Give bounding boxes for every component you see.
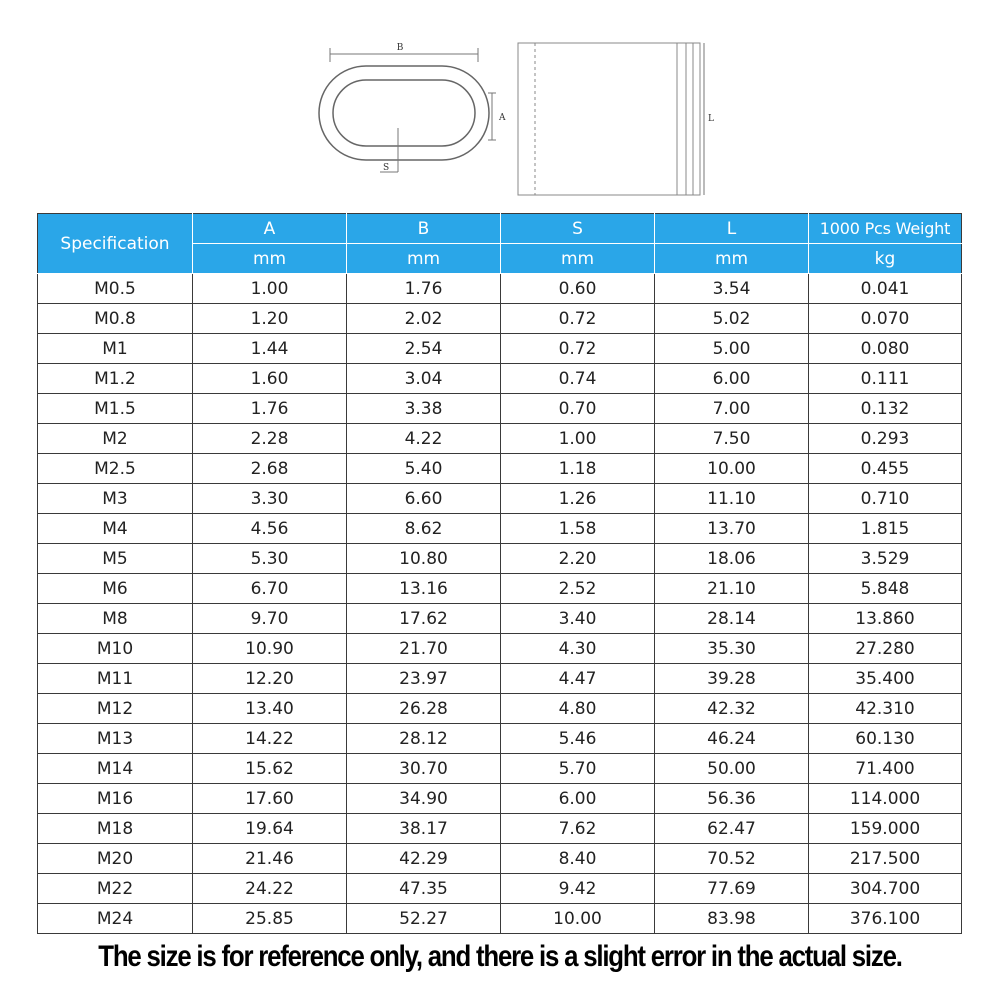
header-b: B xyxy=(347,214,501,244)
cell-s: 2.20 xyxy=(501,544,655,574)
cell-specification: M1 xyxy=(38,334,193,364)
cell-l: 62.47 xyxy=(655,814,809,844)
cell-a: 19.64 xyxy=(193,814,347,844)
cell-weight: 13.860 xyxy=(809,604,962,634)
cell-specification: M2 xyxy=(38,424,193,454)
cell-specification: M14 xyxy=(38,754,193,784)
table-row xyxy=(38,514,962,544)
cell-specification: M11 xyxy=(38,664,193,694)
table-body xyxy=(38,274,962,934)
cell-a: 4.56 xyxy=(193,514,347,544)
table-row xyxy=(38,334,962,364)
cell-l: 18.06 xyxy=(655,544,809,574)
unit-s: mm xyxy=(501,244,655,274)
table-row xyxy=(38,484,962,514)
table-row xyxy=(38,394,962,424)
cell-b: 5.40 xyxy=(347,454,501,484)
cell-b: 17.62 xyxy=(347,604,501,634)
cell-weight: 0.070 xyxy=(809,304,962,334)
cell-l: 11.10 xyxy=(655,484,809,514)
cell-l: 56.36 xyxy=(655,784,809,814)
cell-b: 38.17 xyxy=(347,814,501,844)
unit-weight: kg xyxy=(809,244,962,274)
cell-b: 30.70 xyxy=(347,754,501,784)
table-row xyxy=(38,664,962,694)
cell-weight: 0.132 xyxy=(809,394,962,424)
side-view-drawing xyxy=(518,43,700,195)
table-row xyxy=(38,274,962,304)
cell-weight: 3.529 xyxy=(809,544,962,574)
cell-specification: M20 xyxy=(38,844,193,874)
dimension-b xyxy=(330,48,478,62)
cell-s: 1.58 xyxy=(501,514,655,544)
cell-l: 3.54 xyxy=(655,274,809,304)
cell-s: 5.70 xyxy=(501,754,655,784)
cell-b: 42.29 xyxy=(347,844,501,874)
cell-a: 17.60 xyxy=(193,784,347,814)
cell-specification: M1.2 xyxy=(38,364,193,394)
cell-weight: 35.400 xyxy=(809,664,962,694)
cell-s: 0.72 xyxy=(501,304,655,334)
cell-b: 28.12 xyxy=(347,724,501,754)
cell-weight: 114.000 xyxy=(809,784,962,814)
cell-weight: 159.000 xyxy=(809,814,962,844)
cell-weight: 304.700 xyxy=(809,874,962,904)
cell-l: 7.50 xyxy=(655,424,809,454)
cell-l: 21.10 xyxy=(655,574,809,604)
specification-table xyxy=(37,213,962,934)
cell-b: 3.38 xyxy=(347,394,501,424)
cell-specification: M6 xyxy=(38,574,193,604)
cell-weight: 0.111 xyxy=(809,364,962,394)
label-s: S xyxy=(383,163,390,173)
cell-s: 9.42 xyxy=(501,874,655,904)
cell-s: 1.00 xyxy=(501,424,655,454)
cell-specification: M24 xyxy=(38,904,193,934)
label-b: B xyxy=(396,43,404,53)
header-s: S xyxy=(501,214,655,244)
cell-l: 13.70 xyxy=(655,514,809,544)
cell-weight: 42.310 xyxy=(809,694,962,724)
cell-s: 6.00 xyxy=(501,784,655,814)
cell-specification: M18 xyxy=(38,814,193,844)
cell-specification: M4 xyxy=(38,514,193,544)
cell-weight: 0.293 xyxy=(809,424,962,454)
cell-specification: M12 xyxy=(38,694,193,724)
cell-weight: 217.500 xyxy=(809,844,962,874)
cell-s: 0.74 xyxy=(501,364,655,394)
table-row xyxy=(38,364,962,394)
table-row xyxy=(38,694,962,724)
cell-b: 13.16 xyxy=(347,574,501,604)
table-row xyxy=(38,904,962,934)
cell-weight: 27.280 xyxy=(809,634,962,664)
table-row xyxy=(38,784,962,814)
cell-l: 77.69 xyxy=(655,874,809,904)
cell-a: 9.70 xyxy=(193,604,347,634)
cell-a: 3.30 xyxy=(193,484,347,514)
cell-specification: M2.5 xyxy=(38,454,193,484)
cell-l: 39.28 xyxy=(655,664,809,694)
table-row xyxy=(38,874,962,904)
cell-a: 25.85 xyxy=(193,904,347,934)
cell-weight: 0.710 xyxy=(809,484,962,514)
cell-b: 52.27 xyxy=(347,904,501,934)
unit-a: mm xyxy=(193,244,347,274)
sleeve-diagram xyxy=(0,0,1000,210)
cell-specification: M0.8 xyxy=(38,304,193,334)
cell-a: 2.68 xyxy=(193,454,347,484)
size-disclaimer: The size is for reference only, and there is a slight error in the actual size. xyxy=(98,940,902,973)
cell-specification: M22 xyxy=(38,874,193,904)
cell-s: 0.60 xyxy=(501,274,655,304)
cell-a: 21.46 xyxy=(193,844,347,874)
cell-a: 24.22 xyxy=(193,874,347,904)
cell-b: 3.04 xyxy=(347,364,501,394)
cell-b: 2.02 xyxy=(347,304,501,334)
label-l: L xyxy=(708,114,714,124)
cell-b: 34.90 xyxy=(347,784,501,814)
table-row xyxy=(38,634,962,664)
cell-weight: 376.100 xyxy=(809,904,962,934)
table-header xyxy=(38,214,962,274)
cell-l: 83.98 xyxy=(655,904,809,934)
cell-s: 4.30 xyxy=(501,634,655,664)
cell-specification: M8 xyxy=(38,604,193,634)
label-a: A xyxy=(499,113,506,123)
cell-l: 70.52 xyxy=(655,844,809,874)
cell-b: 2.54 xyxy=(347,334,501,364)
unit-b: mm xyxy=(347,244,501,274)
cell-s: 4.47 xyxy=(501,664,655,694)
cell-l: 35.30 xyxy=(655,634,809,664)
cell-specification: M1.5 xyxy=(38,394,193,424)
header-specification: Specification xyxy=(38,214,193,274)
table-row xyxy=(38,544,962,574)
cell-l: 50.00 xyxy=(655,754,809,784)
cell-s: 1.26 xyxy=(501,484,655,514)
cell-b: 10.80 xyxy=(347,544,501,574)
table-row xyxy=(38,304,962,334)
cell-s: 1.18 xyxy=(501,454,655,484)
cell-b: 26.28 xyxy=(347,694,501,724)
cell-b: 47.35 xyxy=(347,874,501,904)
cell-a: 6.70 xyxy=(193,574,347,604)
cell-weight: 5.848 xyxy=(809,574,962,604)
cell-a: 1.20 xyxy=(193,304,347,334)
cell-l: 7.00 xyxy=(655,394,809,424)
cell-s: 8.40 xyxy=(501,844,655,874)
table-row xyxy=(38,574,962,604)
cell-weight: 60.130 xyxy=(809,724,962,754)
cell-weight: 0.455 xyxy=(809,454,962,484)
cell-a: 14.22 xyxy=(193,724,347,754)
header-a: A xyxy=(193,214,347,244)
cell-s: 2.52 xyxy=(501,574,655,604)
cell-a: 13.40 xyxy=(193,694,347,724)
table-row xyxy=(38,844,962,874)
cell-weight: 0.041 xyxy=(809,274,962,304)
cell-l: 42.32 xyxy=(655,694,809,724)
cell-b: 1.76 xyxy=(347,274,501,304)
cell-a: 5.30 xyxy=(193,544,347,574)
cell-l: 6.00 xyxy=(655,364,809,394)
cell-a: 2.28 xyxy=(193,424,347,454)
cell-l: 5.00 xyxy=(655,334,809,364)
cell-specification: M3 xyxy=(38,484,193,514)
cell-a: 1.76 xyxy=(193,394,347,424)
cell-specification: M10 xyxy=(38,634,193,664)
cell-b: 21.70 xyxy=(347,634,501,664)
cell-s: 3.40 xyxy=(501,604,655,634)
table-row xyxy=(38,814,962,844)
cell-specification: M13 xyxy=(38,724,193,754)
cell-a: 15.62 xyxy=(193,754,347,784)
cell-s: 5.46 xyxy=(501,724,655,754)
cell-b: 6.60 xyxy=(347,484,501,514)
cell-b: 4.22 xyxy=(347,424,501,454)
header-l: L xyxy=(655,214,809,244)
cell-specification: M16 xyxy=(38,784,193,814)
cell-l: 46.24 xyxy=(655,724,809,754)
cell-specification: M5 xyxy=(38,544,193,574)
cell-s: 10.00 xyxy=(501,904,655,934)
cell-a: 1.00 xyxy=(193,274,347,304)
table-row xyxy=(38,454,962,484)
cell-a: 1.60 xyxy=(193,364,347,394)
cell-b: 8.62 xyxy=(347,514,501,544)
cell-s: 0.70 xyxy=(501,394,655,424)
cell-weight: 71.400 xyxy=(809,754,962,784)
cell-s: 0.72 xyxy=(501,334,655,364)
unit-l: mm xyxy=(655,244,809,274)
cell-a: 12.20 xyxy=(193,664,347,694)
table-row xyxy=(38,724,962,754)
oval-cross-section-drawing xyxy=(319,66,489,160)
table-row xyxy=(38,604,962,634)
cell-a: 10.90 xyxy=(193,634,347,664)
cell-weight: 0.080 xyxy=(809,334,962,364)
cell-l: 5.02 xyxy=(655,304,809,334)
cell-specification: M0.5 xyxy=(38,274,193,304)
cell-b: 23.97 xyxy=(347,664,501,694)
header-weight: 1000 Pcs Weight xyxy=(809,214,962,244)
cell-s: 4.80 xyxy=(501,694,655,724)
cell-weight: 1.815 xyxy=(809,514,962,544)
table-row xyxy=(38,424,962,454)
cell-l: 28.14 xyxy=(655,604,809,634)
table-row xyxy=(38,754,962,784)
cell-l: 10.00 xyxy=(655,454,809,484)
cell-a: 1.44 xyxy=(193,334,347,364)
cell-s: 7.62 xyxy=(501,814,655,844)
